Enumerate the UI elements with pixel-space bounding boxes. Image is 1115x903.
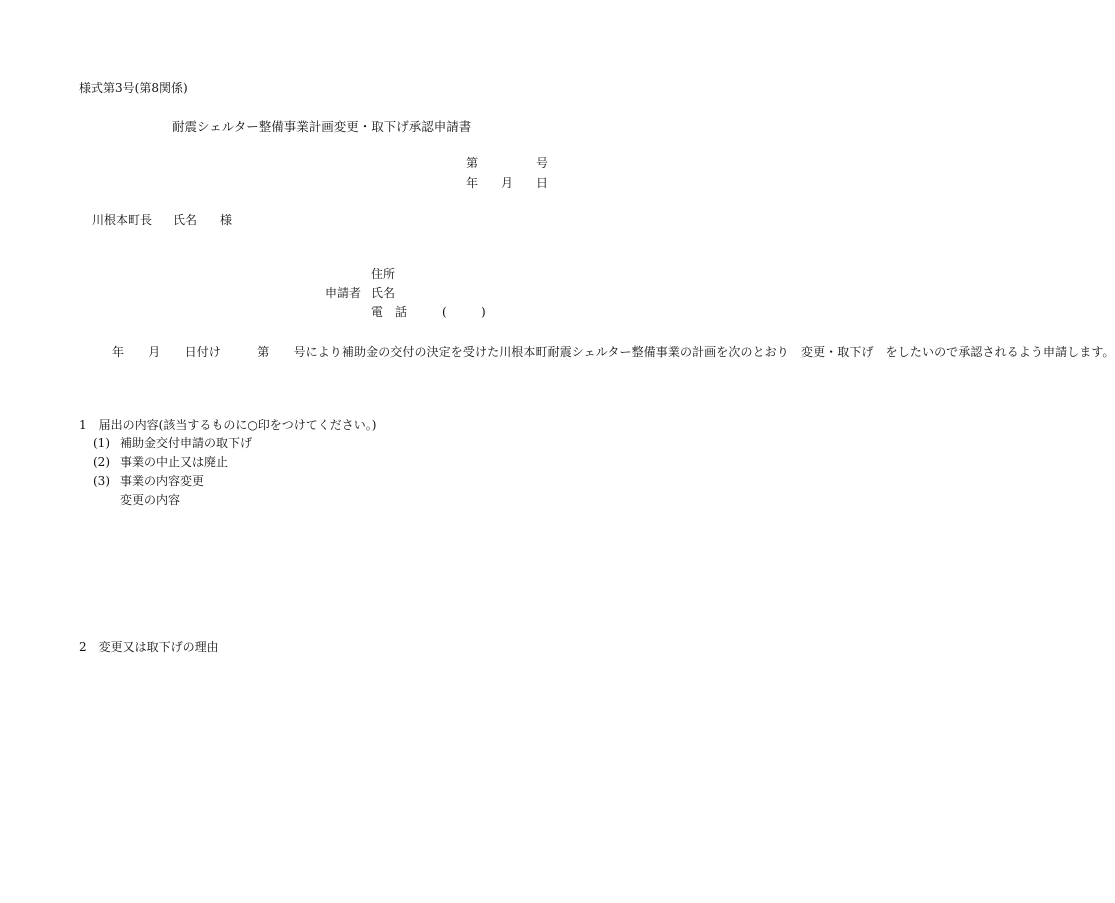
applicant-address-label: 住所 [371, 267, 396, 281]
section1-sub-label: 変更の内容 [120, 493, 181, 507]
doc-number-suffix: 号 [536, 156, 549, 170]
addressee-honorific: 様 [220, 213, 233, 227]
section1-item-num: (2) [93, 455, 110, 469]
section1-item-num: (3) [93, 474, 110, 488]
body-text: 年 月 日付け 第 号により補助金の交付の決定を受けた川根本町耐震シェルター整備事業の計画を次のとおり 変更・取下げ をしたいので承認されるよう申請します。 [112, 345, 1115, 359]
section1-item-text: 事業の内容変更 [120, 474, 205, 488]
addressee-office: 川根本町長 [92, 213, 153, 227]
section1-item-num: (1) [93, 436, 110, 450]
date-year: 年 [466, 176, 479, 190]
section2-heading: 2 変更又は取下げの理由 [79, 640, 219, 654]
section1-heading: 1 届出の内容(該当するものに○印をつけてください。) [79, 418, 377, 432]
applicant-phone-close: ) [481, 305, 486, 319]
document-title: 耐震シェルター整備事業計画変更・取下げ承認申請書 [172, 119, 472, 134]
applicant-role-label: 申請者 [325, 286, 362, 300]
section1-item-text: 補助金交付申請の取下げ [120, 436, 253, 450]
applicant-name-label: 氏名 [371, 286, 396, 300]
body-paragraph [78, 342, 1115, 363]
section1-item-text: 事業の中止又は廃止 [120, 455, 229, 469]
addressee-name-label: 氏名 [173, 213, 198, 227]
applicant-phone-open: ( [442, 305, 447, 319]
applicant-phone-label: 電 話 [371, 305, 408, 319]
date-month: 月 [501, 176, 514, 190]
form-number: 様式第3号(第8関係) [79, 81, 188, 95]
date-day: 日 [536, 176, 549, 190]
doc-number-prefix: 第 [466, 156, 479, 170]
